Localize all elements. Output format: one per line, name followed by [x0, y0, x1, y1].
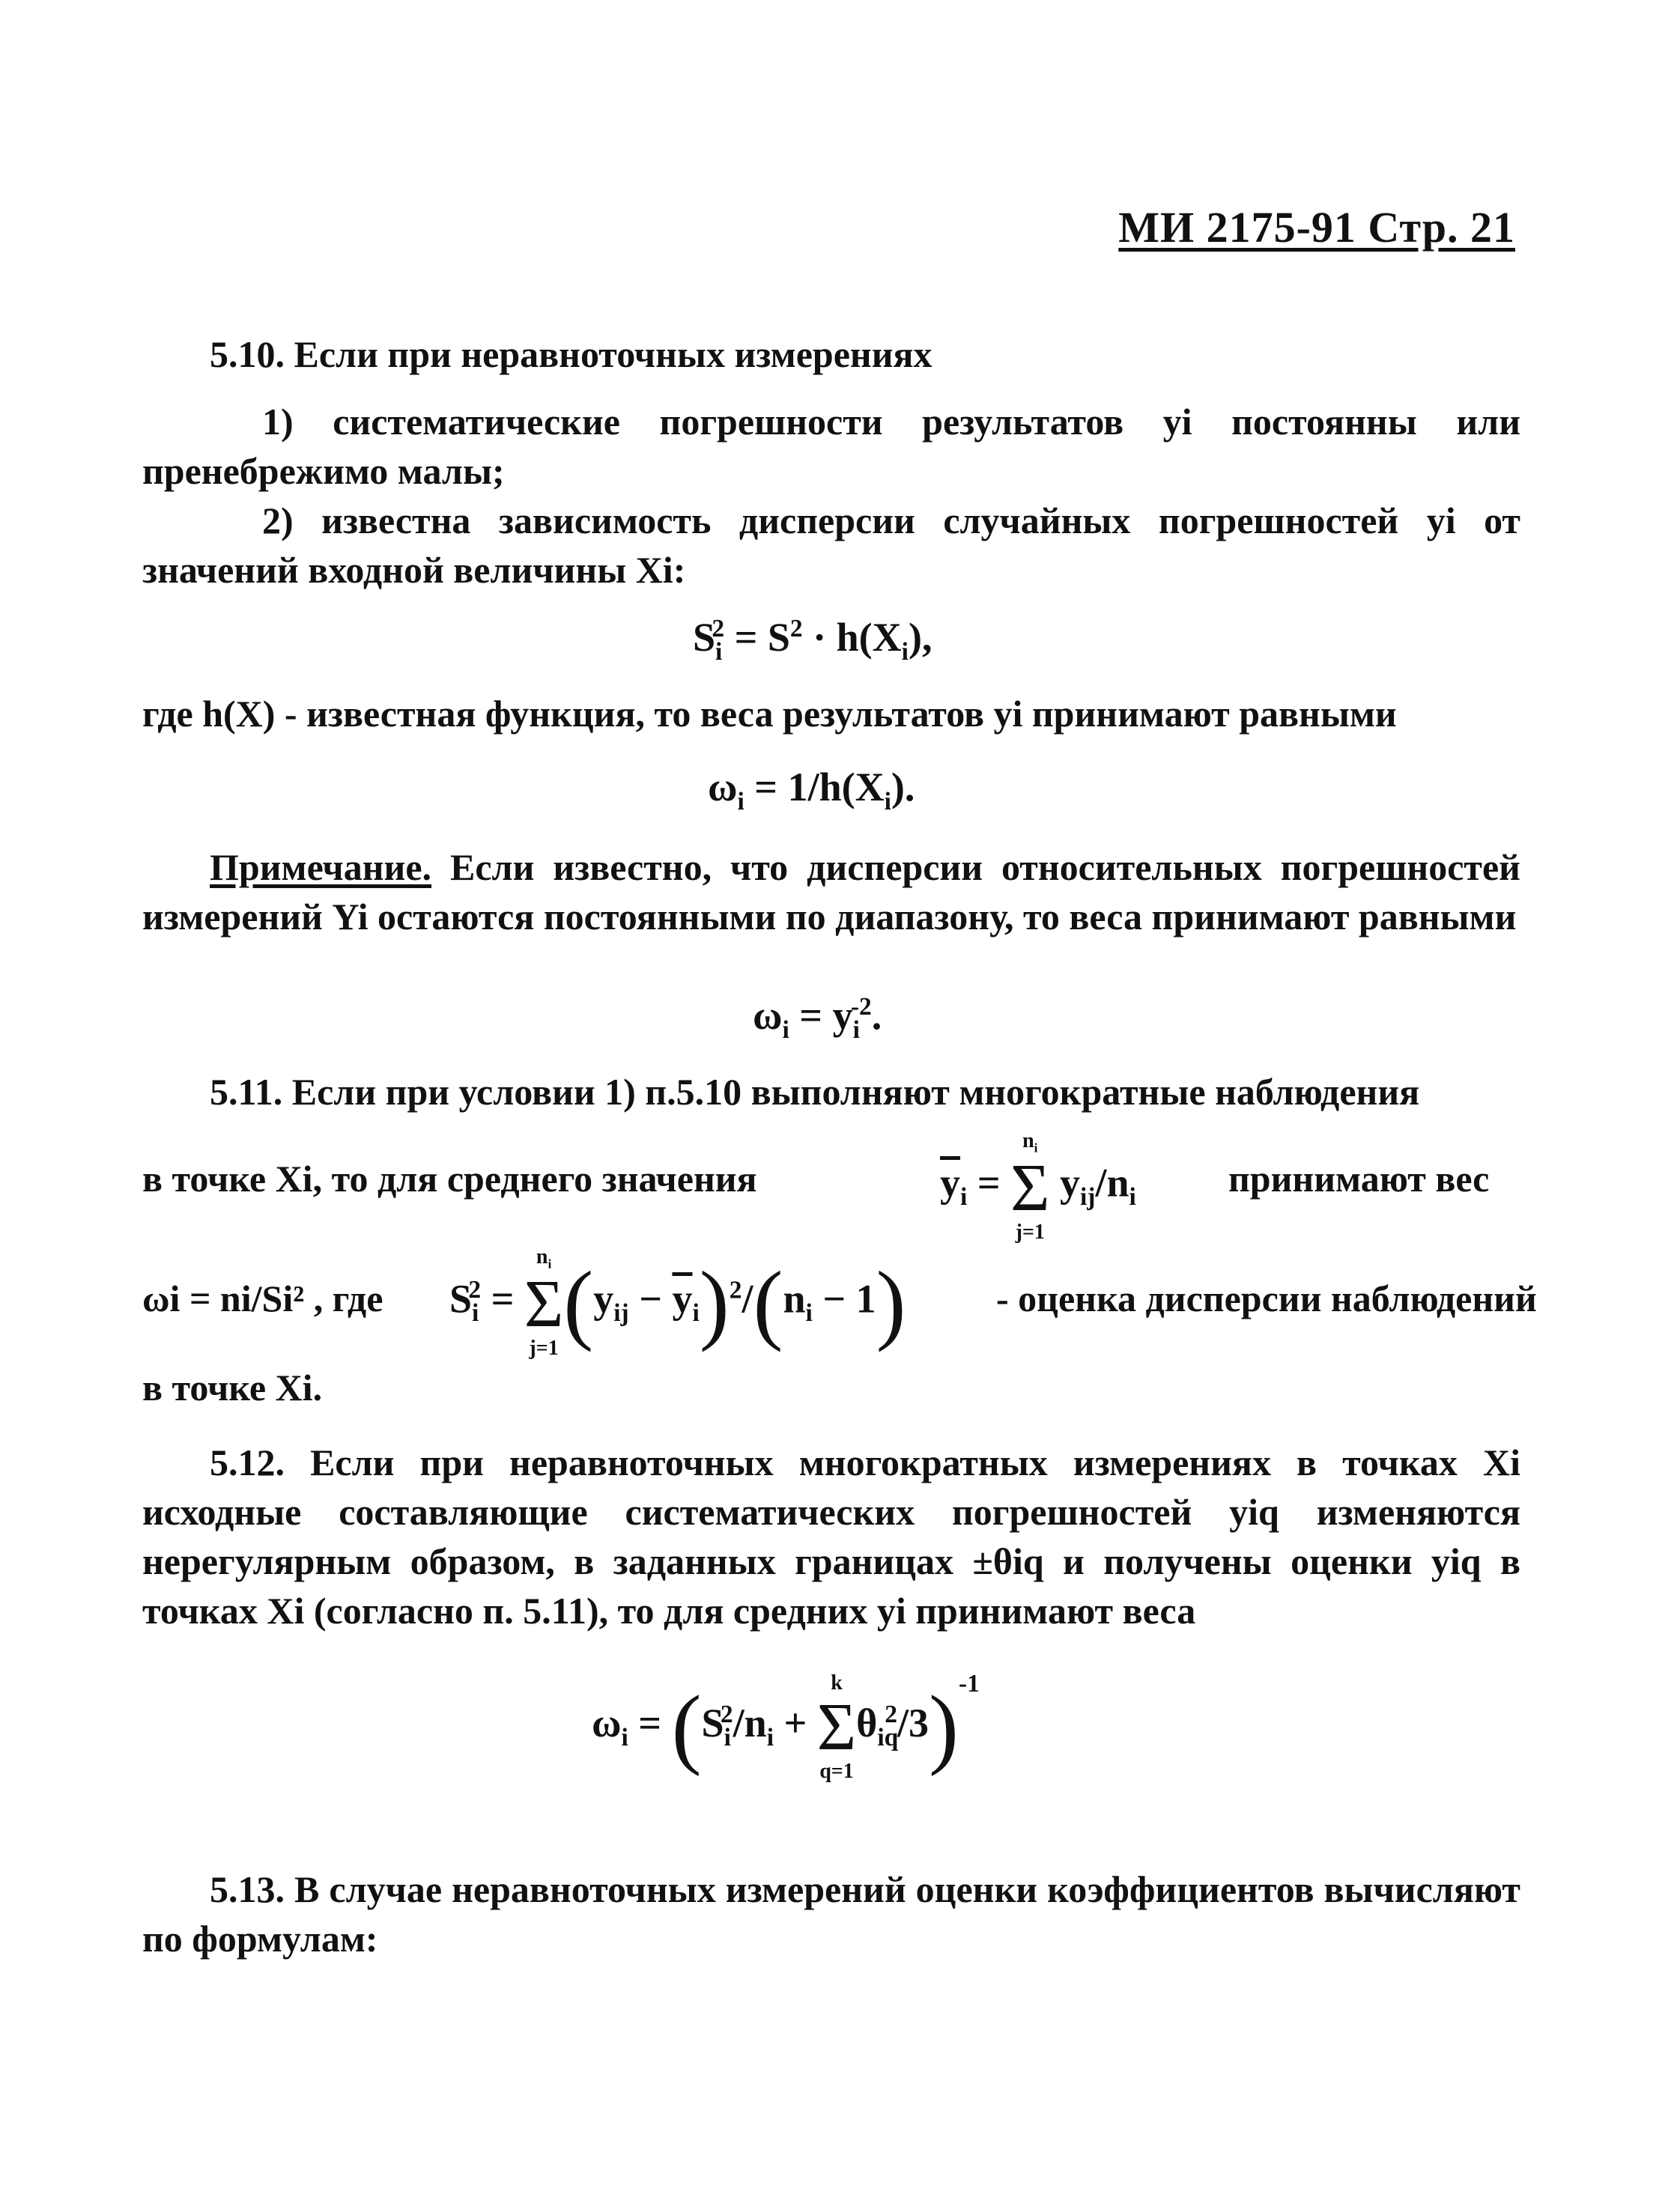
section-5-10-item2: 2) известна зависимость дисперсии случайных погрешностей yi от значений входной величины Xi: [142, 499, 1520, 591]
formula-si-estimate: $S_i^2$ = $n_i$ Σ j=1 $(y_{ij} - \overline{y}_i)^2/(n_i - 1)$ [449, 1245, 906, 1360]
section-5-10-intro: 5.10. Если при неравноточных измерениях [210, 333, 933, 375]
section-5-11-line1: 5.11. Если при условии 1) п.5.10 выполняют многократные наблюдения [210, 1071, 1420, 1113]
note-label: Примечание. [210, 846, 432, 888]
page-header: МИ 2175-91 Стр. 21 [1118, 203, 1515, 252]
section-5-11-line2-end: принимают вес [1228, 1158, 1490, 1200]
note-text: Если известно, что дисперсии относительных погрешностей измерений Yi остаются постоянными по диапазону, то веса принимают равными [142, 846, 1520, 938]
formula-weight-y: $\omega_i = y_i^{-2}$. [753, 993, 882, 1044]
section-5-10-item1: 1) систематические погрешности результатов yi постоянны или пренебрежимо малы; [142, 401, 1520, 492]
formula-mean-y: $\overline{y}_i$ = $n_i$ Σ j=1 $y_{ij}/n_i$ [940, 1129, 1136, 1244]
section-5-10-where: где h(X) - известная функция, то веса результатов yi принимают равными [142, 693, 1397, 735]
formula-weight-combined: $\omega_i = (S_i^2/n_i$ + k Σ q=1 $\theta_{iq}^2/3)^{-1}$ [592, 1670, 980, 1783]
section-5-11-line3-start: ωi = ni/Si² , где [142, 1277, 383, 1319]
formula-si-squared: $S_i^2 = S^2 \cdot h(X_i)$, [693, 615, 933, 666]
section-5-12-text: 5.12. Если при неравноточных многократных измерениях в точках Xi исходные составляющие систематических погрешностей yiq изменяются нерегулярным образом, в заданных границах ±θiq и получены оценки yiq в точках Xi (согласно п. 5.11), то для средних yi принимают веса [142, 1441, 1520, 1632]
section-5-11-line2-start: в точке Xi, то для среднего значения [142, 1158, 757, 1200]
section-5-11-line3-end: - оценка дисперсии наблюдений [996, 1277, 1537, 1319]
section-5-13-text: 5.13. В случае неравноточных измерений оценки коэффициентов вычисляют по формулам: [142, 1868, 1520, 1960]
note-paragraph [142, 842, 1520, 941]
section-5-11-line4: в точке Xi. [142, 1367, 323, 1409]
formula-weight-h: $\omega_i = 1/h(X_i)$. [708, 765, 915, 815]
